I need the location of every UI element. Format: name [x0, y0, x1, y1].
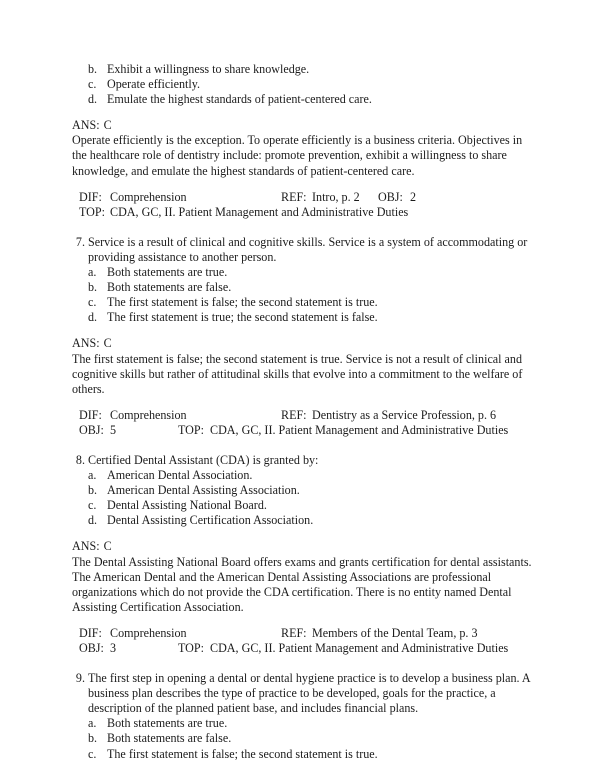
- metadata-row-dif: [72, 408, 532, 423]
- metadata-block: [72, 408, 532, 438]
- metadata-block: [72, 626, 532, 656]
- option-label: c.: [88, 498, 97, 513]
- option-text: Operate efficiently.: [107, 77, 201, 92]
- option-label: b.: [88, 731, 98, 746]
- option-list: [72, 265, 532, 325]
- question-stem-7: [72, 235, 532, 265]
- obj-label: OBJ:: [79, 641, 104, 655]
- ref-label: REF:: [281, 407, 307, 422]
- rationale-text: The first statement is false; the second statement is true. Service is not a result of clinical and cognitive skills but rather of attitudinal skills that evolve into a commitment to the welfare of others.: [72, 351, 523, 396]
- question-number: 9.: [75, 671, 85, 686]
- metadata-block: [72, 190, 532, 220]
- option-label: b.: [88, 62, 98, 76]
- option-text: Both statements are true.: [107, 265, 228, 280]
- question-block-9: [72, 671, 532, 762]
- top-label: TOP:: [178, 641, 204, 655]
- top-label: TOP:: [79, 204, 105, 219]
- option-text: Dental Assisting Certification Association.: [107, 513, 314, 528]
- option-label: b.: [88, 280, 98, 295]
- obj-label: OBJ:: [378, 189, 403, 204]
- option-text: Exhibit a willingness to share knowledge.: [107, 62, 310, 76]
- question-block-7: [72, 235, 532, 438]
- ref-value: Members of the Dental Team, p. 3: [312, 625, 478, 640]
- dif-value: Comprehension: [110, 625, 187, 640]
- dif-value: Comprehension: [110, 189, 187, 204]
- question-text: The first step in opening a dental or dental hygiene practice is to develop a business plan. A business plan describes the type of practice to be developed, goals for the practice, a description of the planned patient base, and includes financial plans.: [88, 671, 530, 716]
- option-text: The first statement is true; the second statement is false.: [107, 310, 378, 325]
- option-text: Both statements are true.: [107, 716, 228, 731]
- option-item: [72, 280, 532, 295]
- option-item: [72, 498, 532, 513]
- option-item: [72, 265, 532, 280]
- option-label: d.: [88, 310, 98, 325]
- option-label: d.: [88, 513, 98, 528]
- dif-value: Comprehension: [110, 407, 187, 422]
- metadata-row-dif: [72, 190, 532, 205]
- answer-label: ANS:: [72, 539, 100, 554]
- question-number: 8.: [75, 452, 85, 467]
- option-item: [72, 483, 532, 498]
- option-text: Dental Assisting National Board.: [107, 498, 267, 513]
- option-item: [72, 62, 532, 77]
- obj-value: 2: [410, 189, 417, 204]
- option-list: [72, 468, 532, 528]
- metadata-row-obj: [72, 641, 532, 656]
- answer-label: ANS:: [72, 118, 100, 133]
- option-item: [72, 747, 532, 762]
- metadata-row-obj: [72, 423, 532, 438]
- option-label: a.: [88, 468, 97, 483]
- rationale-text: The Dental Assisting National Board offers exams and grants certification for dental assistants. The American Dental and the American Dental Assisting Associations are professional organizations which do not provide the CDA certification. There is no entity named Dental Assisting Certification Association.: [72, 554, 532, 614]
- dif-label: DIF:: [79, 625, 102, 640]
- ref-label: REF:: [281, 189, 307, 204]
- option-text: American Dental Association.: [107, 468, 253, 483]
- option-label: c.: [88, 77, 97, 92]
- option-text: The first statement is false; the second statement is true.: [107, 295, 378, 310]
- option-label: d.: [88, 92, 98, 107]
- question-stem-9: [72, 671, 532, 716]
- dif-label: DIF:: [79, 189, 102, 204]
- question-stem-8: [72, 453, 532, 468]
- option-item: [72, 295, 532, 310]
- option-label: c.: [88, 746, 97, 761]
- option-label: a.: [88, 716, 97, 731]
- answer-line: [72, 336, 532, 351]
- option-text: American Dental Assisting Association.: [107, 483, 300, 498]
- question-block-8: [72, 453, 532, 656]
- option-item: [72, 716, 532, 731]
- question-block-6-continued: [72, 62, 532, 220]
- top-value: CDA, GC, II. Patient Management and Administrative Duties: [210, 422, 509, 437]
- option-label: b.: [88, 483, 98, 498]
- obj-label: OBJ:: [79, 422, 104, 437]
- ref-label: REF:: [281, 625, 307, 640]
- option-text: Emulate the highest standards of patient-centered care.: [107, 92, 372, 107]
- answer-label: ANS:: [72, 336, 100, 351]
- option-text: Both statements are false.: [107, 731, 232, 746]
- answer-key: C: [103, 336, 112, 351]
- option-item: [72, 513, 532, 528]
- ref-value: Dentistry as a Service Profession, p. 6: [312, 407, 497, 422]
- option-label: c.: [88, 295, 97, 310]
- question-number: 7.: [75, 234, 85, 249]
- answer-key: C: [103, 118, 112, 133]
- option-list: [72, 62, 532, 107]
- question-text: Certified Dental Assistant (CDA) is granted by:: [88, 452, 319, 467]
- ref-value: Intro, p. 2: [312, 189, 360, 204]
- rationale-text: Operate efficiently is the exception. To operate efficiently is a business criteria. Objectives in the healthcare role of dentistry include: promote prevention, exhibit a willingness to share knowledge, and emulate the highest standards of patient-centered care.: [72, 133, 523, 178]
- answer-line: [72, 118, 532, 133]
- option-label: a.: [88, 265, 97, 280]
- top-value: CDA, GC, II. Patient Management and Administrative Duties: [110, 204, 409, 219]
- obj-value: 3: [110, 641, 117, 655]
- answer-key: C: [103, 539, 112, 554]
- question-text: Service is a result of clinical and cognitive skills. Service is a system of accommodating or providing assistance to another person.: [88, 234, 528, 264]
- dif-label: DIF:: [79, 407, 102, 422]
- option-item: [72, 468, 532, 483]
- top-label: TOP:: [178, 422, 204, 437]
- option-list: [72, 716, 532, 761]
- metadata-row-dif: [72, 626, 532, 641]
- obj-value: 5: [110, 422, 117, 437]
- page-content: [72, 62, 532, 762]
- option-item: [72, 92, 532, 107]
- option-item: [72, 77, 532, 92]
- option-item: [72, 731, 532, 746]
- option-text: The first statement is false; the second statement is true.: [107, 746, 378, 761]
- top-value: CDA, GC, II. Patient Management and Administrative Duties: [210, 641, 509, 655]
- answer-line: [72, 539, 532, 554]
- option-item: [72, 310, 532, 325]
- metadata-row-top: [72, 205, 532, 220]
- option-text: Both statements are false.: [107, 280, 232, 295]
